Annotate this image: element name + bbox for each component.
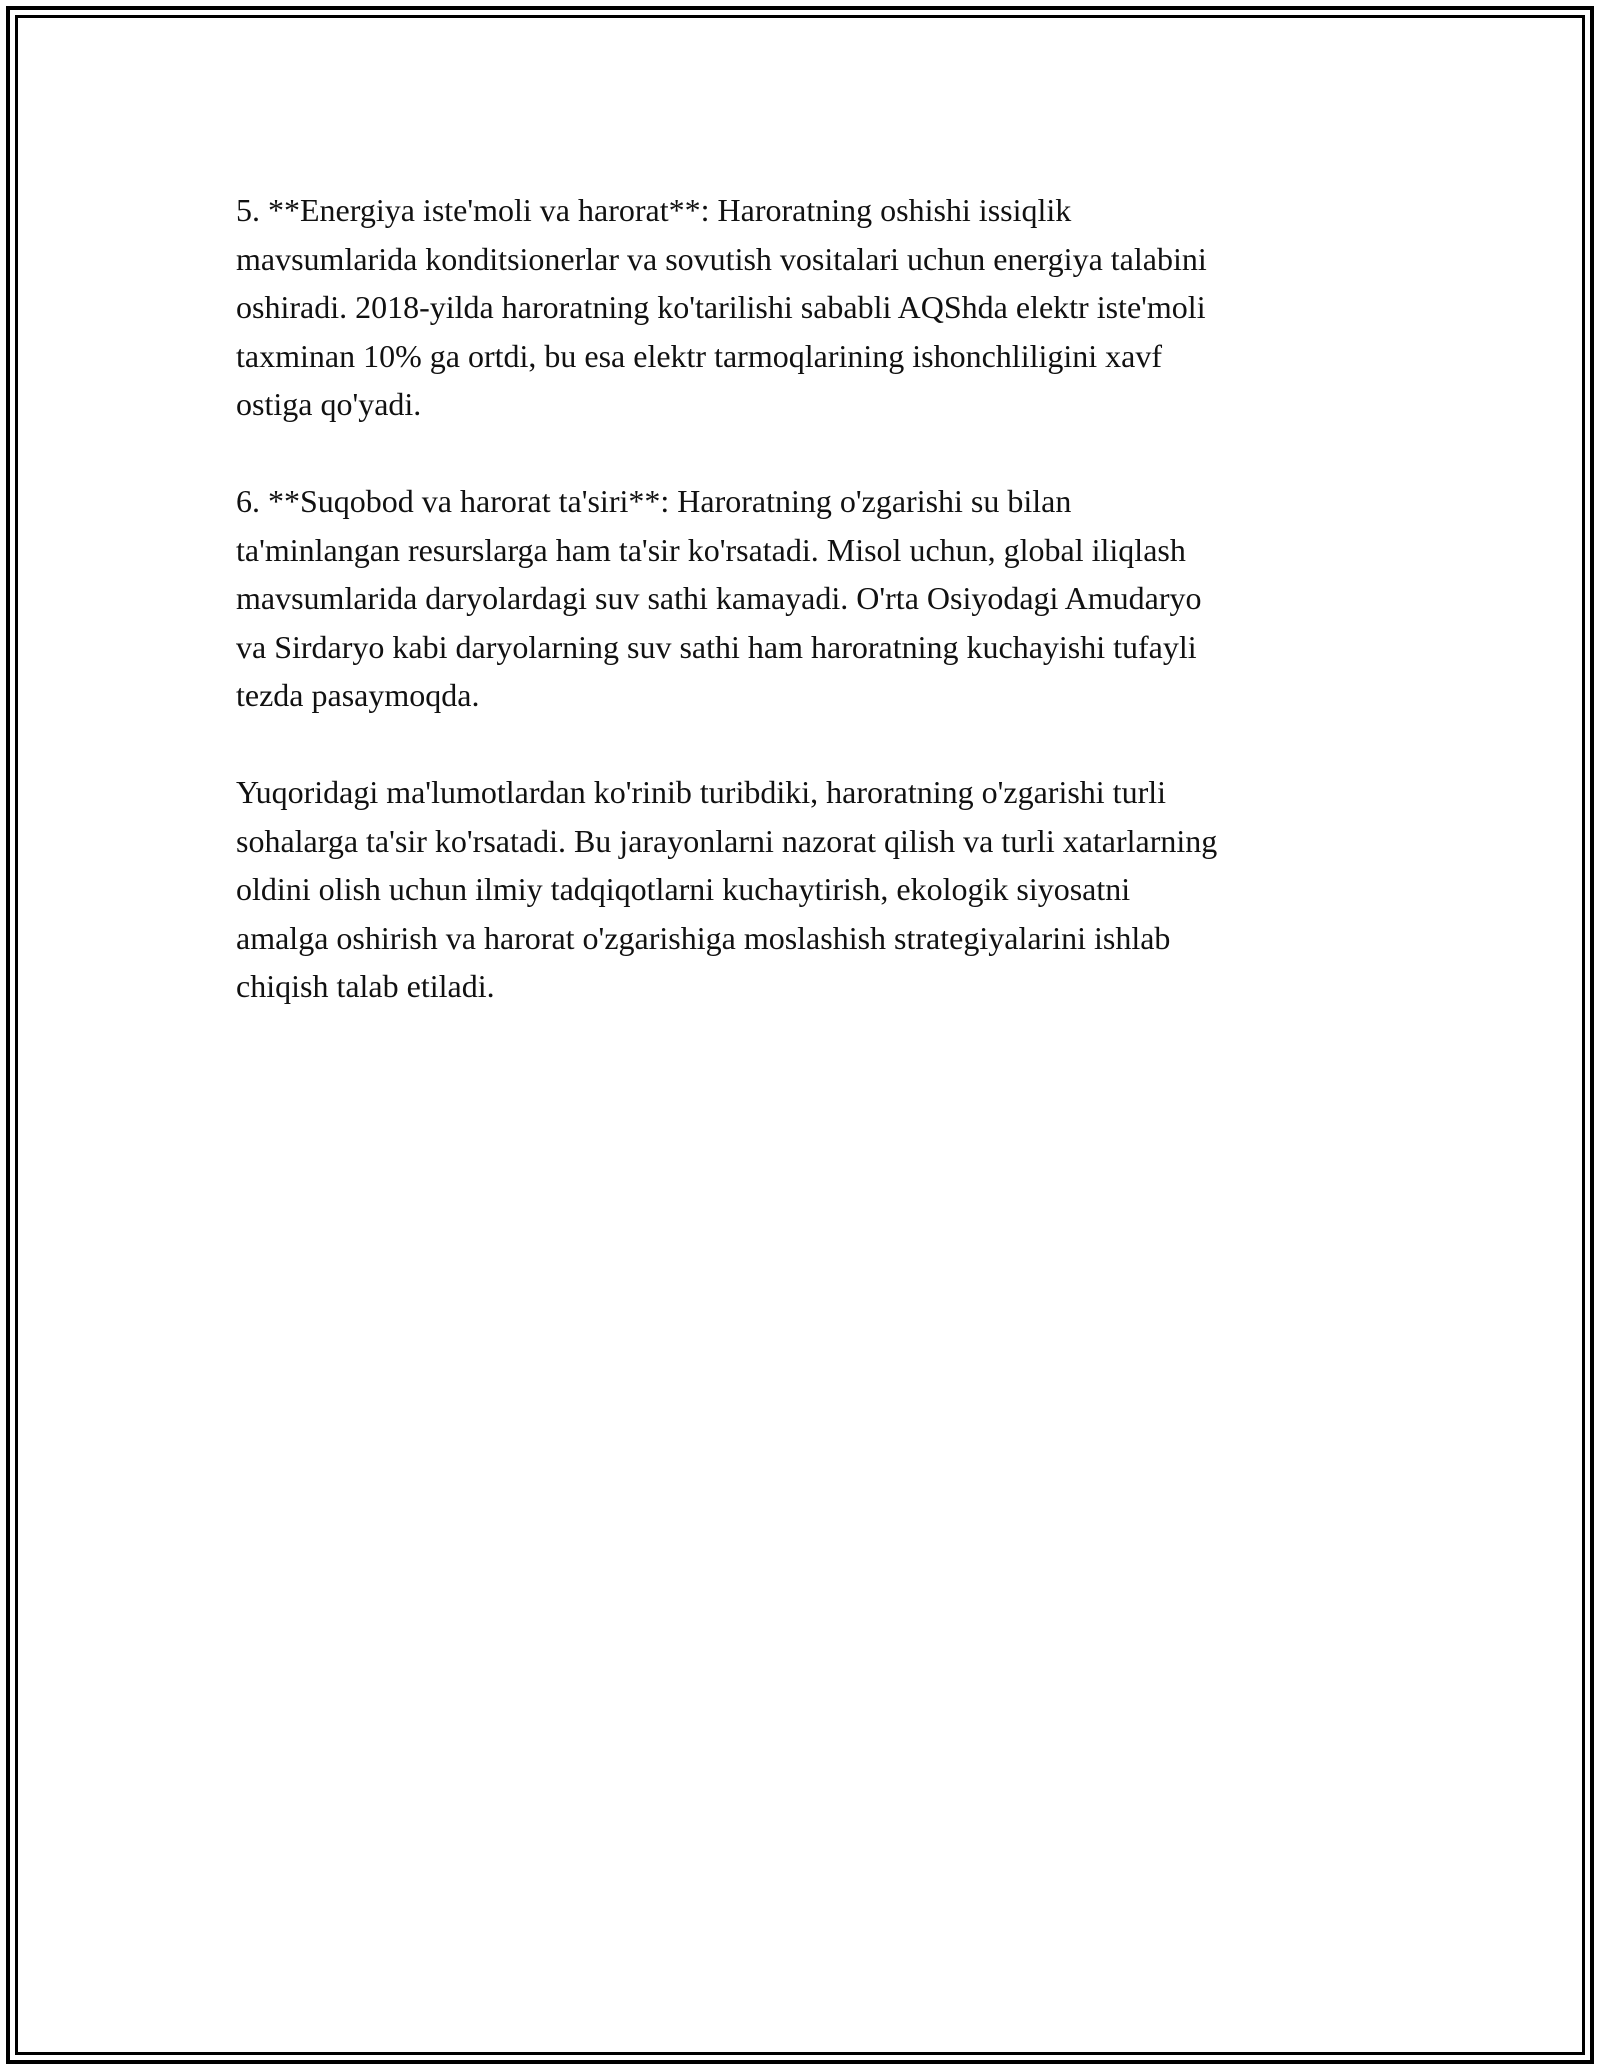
paragraph-water-resources: 6. **Suqobod va harorat ta'siri**: Haroratning o'zgarishi su bilan ta'minlangan resurslarga ham ta'sir ko'rsatadi. Misol uchun, global iliqlash mavsumlarida daryolardagi suv sathi kamayadi. O'rta Osiyodagi Amudaryo va Sirdaryo kabi daryolarning suv sathi ham haroratning kuchayishi tufayli tezda pasaymoqda. bbox=[236, 483, 1202, 713]
document-body bbox=[236, 186, 1386, 1059]
paragraph-energy-consumption: 5. **Energiya iste'moli va harorat**: Haroratning oshishi issiqlik mavsumlarida konditsionerlar va sovutish vositalari uchun energiya talabini oshiradi. 2018-yilda haroratning ko'tarilishi sababli AQShda elektr iste'moli taxminan 10% ga ortdi, bu esa elektr tarmoqlarining ishonchliligini xavf ostiga qo'yadi. bbox=[236, 192, 1207, 422]
paragraph-conclusion: Yuqoridagi ma'lumotlardan ko'rinib turibdiki, haroratning o'zgarishi turli sohalarga ta'sir ko'rsatadi. Bu jarayonlarni nazorat qilish va turli xatarlarning oldini olish uchun ilmiy tadqiqotlarni kuchaytirish, ekologik siyosatni amalga oshirish va harorat o'zgarishiga moslashish strategiyalarini ishlab chiqish talab etiladi. bbox=[236, 774, 1218, 1004]
